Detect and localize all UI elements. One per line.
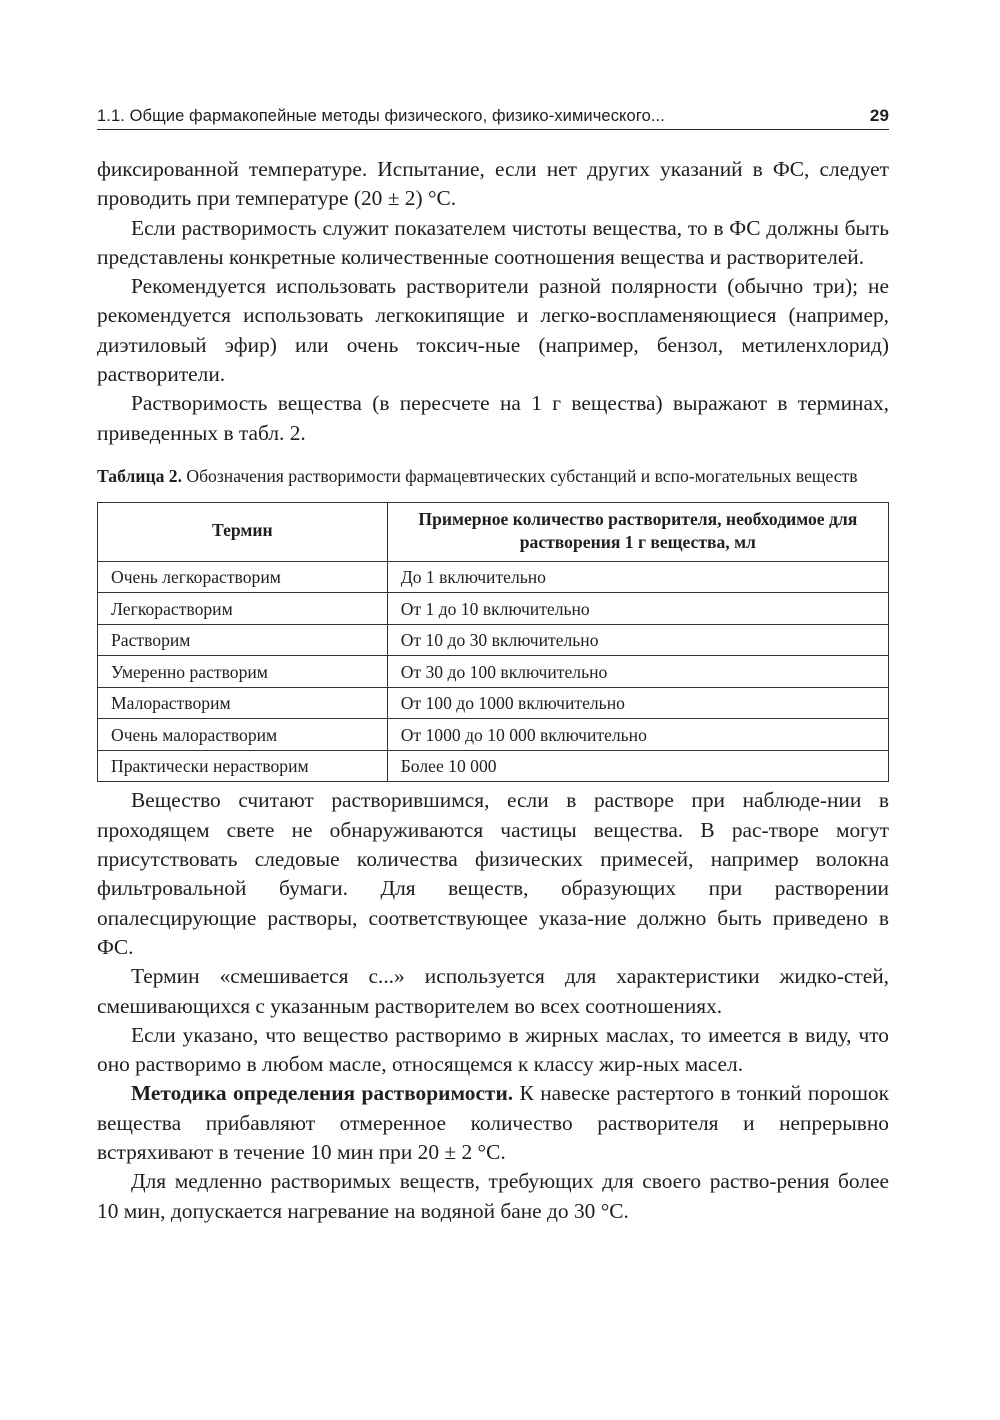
paragraph	[97, 1079, 889, 1167]
cell-solvent-amount: Более 10 000	[387, 750, 888, 782]
cell-term: Очень малорастворим	[98, 719, 388, 751]
table-row	[98, 624, 889, 656]
cell-term: Малорастворим	[98, 687, 388, 719]
table-caption-text: Обозначения растворимости фармацевтических субстанций и вспо-могательных веществ	[182, 465, 858, 486]
paragraph	[97, 786, 889, 962]
paragraph: Рекомендуется использовать растворители разной полярности (обычно три); не рекомендуется использовать легкокипящие и легко-воспламеняющиеся (например, диэтиловый эфир) или очень токсич-ные (например, бензол, метиленхлорид) растворители.	[97, 274, 889, 387]
cell-term: Практически нерастворим	[98, 750, 388, 782]
running-header	[97, 96, 889, 130]
paragraph-text: Термин «смешивается с...» используется для характеристики жидко-стей, смешивающихся с указанным растворителем во всех соотношениях.	[97, 964, 889, 1018]
paragraph-text: Если указано, что вещество растворимо в жирных маслах, то имеется в виду, что оно растворимо в любом масле, относящемся к классу жир-ных масел.	[97, 1022, 889, 1077]
table-row	[98, 593, 889, 625]
paragraph	[97, 962, 889, 1021]
cell-solvent-amount: От 10 до 30 включительно	[387, 624, 888, 656]
table-row	[98, 719, 889, 751]
paragraph: Растворимость вещества (в пересчете на 1 г вещества) выражают в терминах, приведенных в табл. 2.	[97, 391, 889, 445]
paragraph: Если растворимость служит показателем чистоты вещества, то в ФС должны быть представлены конкретные количественные соотношения вещества и растворителей.	[97, 215, 889, 269]
paragraph-text: Для медленно растворимых веществ, требующих для своего раство-рения более 10 мин, допускается нагревание на водяной бане до 30 °С.	[97, 1169, 889, 1223]
table-caption	[97, 465, 889, 487]
page-number: 29	[869, 106, 889, 125]
paragraph-bold-lead: Методика определения растворимости.	[131, 1081, 514, 1106]
cell-solvent-amount: До 1 включительно	[387, 561, 888, 593]
paragraph: фиксированной температуре. Испытание, если нет других указаний в ФС, следует проводить при температуре (20 ± 2) °С.	[97, 157, 889, 211]
paragraph-text: Вещество считают растворившимся, если в растворе при наблюде-нии в проходящем свете не обнаруживаются частицы вещества. В рас-творе могут присутствовать следовые количества физических примесей, например волокна фильтровальной бумаги. Для веществ, образующих при растворении опалесцирующие растворы, соответствующее указа-ние должно быть приведено в ФС.	[97, 788, 889, 959]
cell-term: Очень легкорастворим	[98, 561, 388, 593]
table-row	[98, 687, 889, 719]
cell-term: Умеренно растворим	[98, 656, 388, 688]
solubility-table	[97, 502, 889, 783]
intro-text	[97, 155, 889, 448]
cell-solvent-amount: От 1000 до 10 000 включительно	[387, 719, 888, 751]
table-row	[98, 656, 889, 688]
paragraph-text: К навеске растертого в тонкий порошок вещества прибавляют отмеренное количество растворителя и непрерывно встряхивают в течение 10 мин при 20 ± 2 °С.	[97, 1081, 890, 1165]
table-row	[98, 561, 889, 593]
cell-solvent-amount: От 30 до 100 включительно	[387, 656, 888, 688]
running-title: 1.1. Общие фармакопейные методы физического, физико-химического...	[97, 107, 665, 125]
header-solvent-amount: Примерное количество растворителя, необходимое для растворения 1 г вещества, мл	[387, 502, 888, 561]
cell-solvent-amount: От 1 до 10 включительно	[387, 593, 888, 625]
header-term: Термин	[98, 502, 388, 561]
table-row	[98, 750, 889, 782]
paragraph	[97, 1167, 889, 1226]
table-header-row	[98, 502, 889, 561]
paragraph	[97, 1021, 889, 1080]
book-page	[97, 96, 889, 1226]
cell-term: Растворим	[98, 624, 388, 656]
cell-term: Легкорастворим	[98, 593, 388, 625]
table-caption-label: Таблица 2.	[97, 465, 182, 486]
cell-solvent-amount: От 100 до 1000 включительно	[387, 687, 888, 719]
after-text	[97, 786, 889, 1225]
